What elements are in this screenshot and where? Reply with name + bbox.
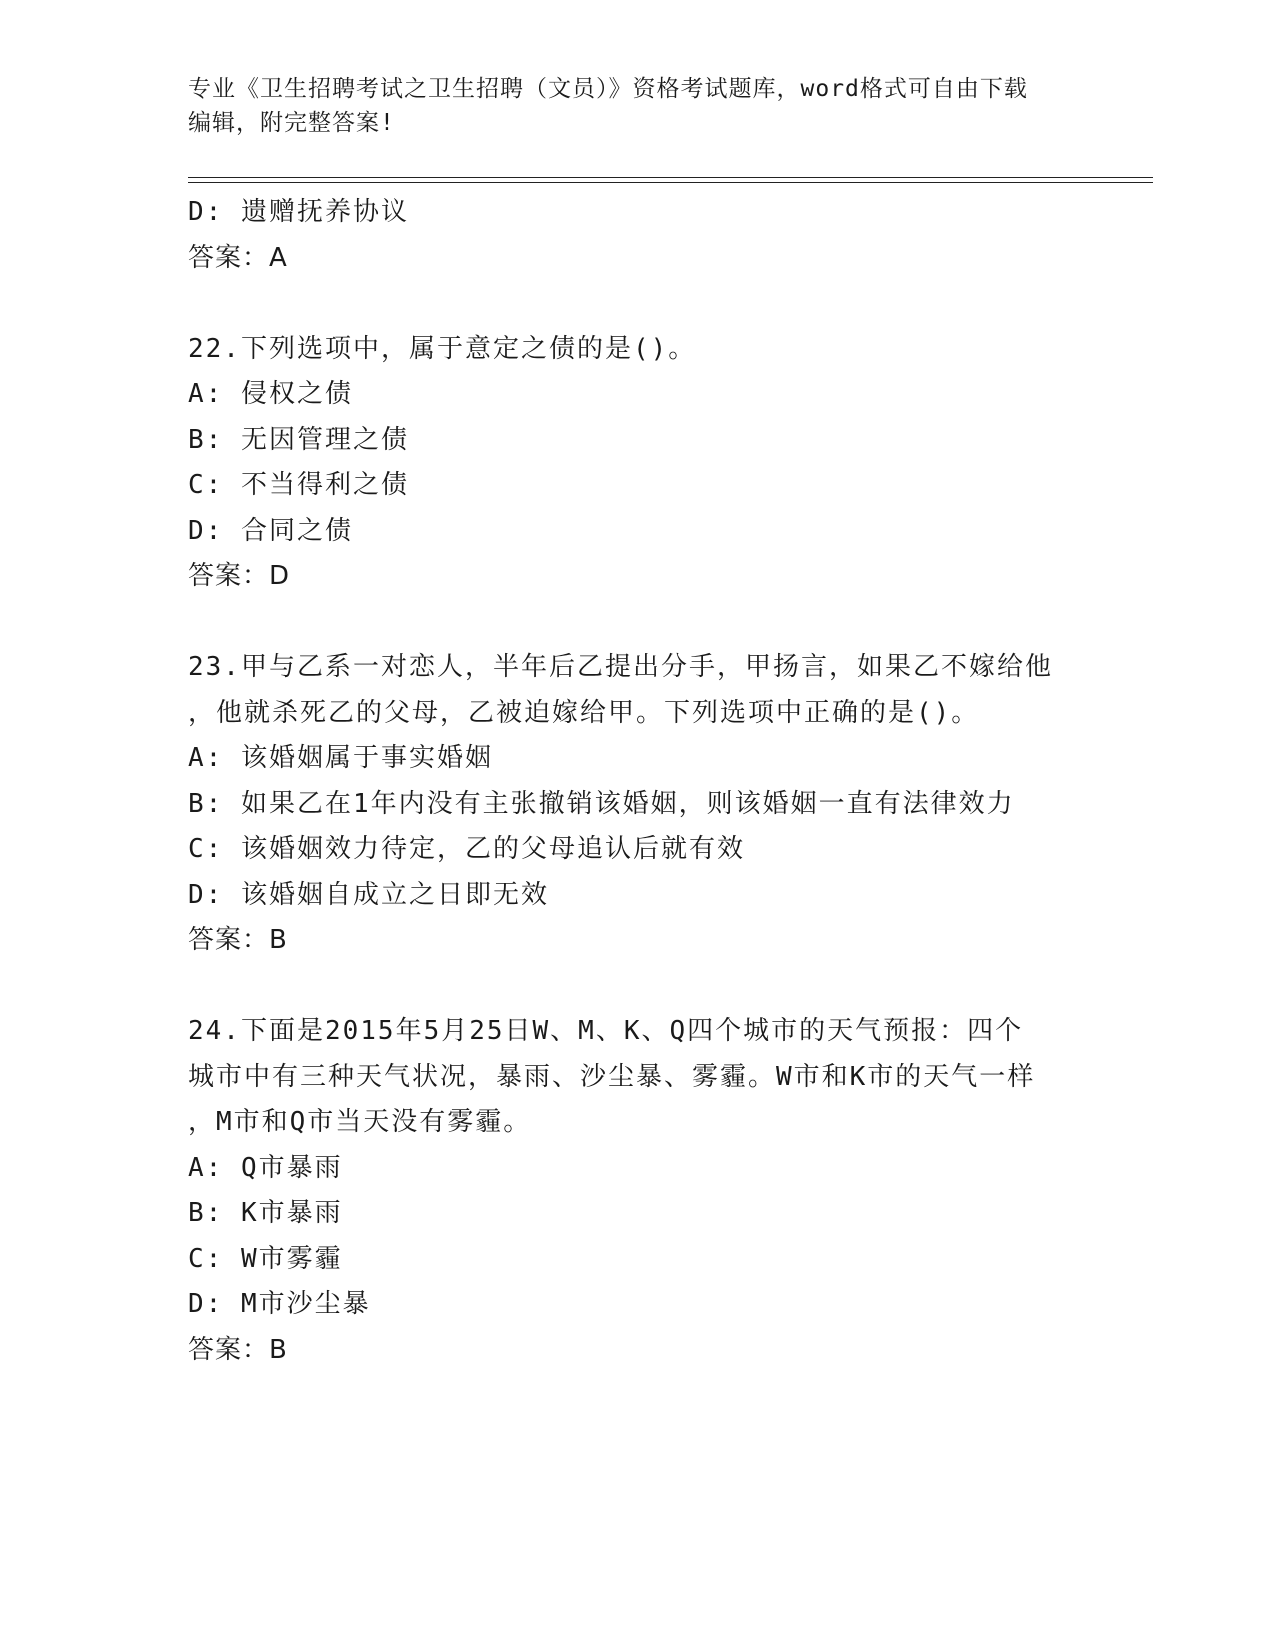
document-header — [188, 72, 1088, 140]
option-d: D: 该婚姻自成立之日即无效 — [188, 879, 549, 910]
question-block-previous — [188, 190, 1138, 281]
option-c: C: 不当得利之债 — [188, 470, 409, 500]
question-list — [188, 190, 1138, 1373]
option-d: D: M市沙尘暴 — [188, 1289, 371, 1319]
header-line-1: 专业《卫生招聘考试之卫生招聘（文员）》资格考试题库，word格式可自由下载 — [188, 76, 1028, 102]
question-stem-line-2: ，他就杀死乙的父母，乙被迫嫁给甲。下列选项中正确的是()。 — [188, 697, 980, 728]
spacer — [188, 600, 1138, 646]
option-d: D: 遗赠抚养协议 — [188, 197, 409, 227]
option-d: D: 合同之债 — [188, 515, 353, 546]
option-c: C: 该婚姻效力待定，乙的父母追认后就有效 — [188, 834, 745, 864]
option-a: A: Q市暴雨 — [188, 1152, 343, 1183]
spacer — [188, 281, 1138, 327]
question-stem: 22.下列选项中，属于意定之债的是()。 — [188, 333, 697, 364]
question-block-22 — [188, 327, 1138, 600]
question-block-24 — [188, 1009, 1138, 1373]
question-block-23 — [188, 645, 1138, 964]
option-b: B: 如果乙在1年内没有主张撤销该婚姻，则该婚姻一直有法律效力 — [188, 788, 1015, 819]
header-divider-top — [188, 177, 1153, 178]
question-stem-line-3: ，M市和Q市当天没有雾霾。 — [188, 1107, 532, 1137]
question-stem-line-1: 23.甲与乙系一对恋人，半年后乙提出分手，甲扬言，如果乙不嫁给他 — [188, 652, 1053, 682]
answer-line: 答案：D — [188, 561, 291, 591]
question-stem-line-2: 城市中有三种天气状况，暴雨、沙尘暴、雾霾。W市和K市的天气一样 — [188, 1061, 1036, 1092]
spacer — [188, 964, 1138, 1010]
option-a: A: 该婚姻属于事实婚姻 — [188, 743, 493, 773]
option-b: B: K市暴雨 — [188, 1198, 343, 1228]
question-stem-line-1: 24.下面是2015年5月25日W、M、K、Q四个城市的天气预报：四个 — [188, 1016, 1024, 1046]
option-a: A: 侵权之债 — [188, 379, 353, 409]
answer-line: 答案：B — [188, 1334, 288, 1365]
option-b: B: 无因管理之债 — [188, 424, 409, 455]
header-divider-bottom — [188, 182, 1153, 183]
answer-line: 答案：A — [188, 242, 288, 273]
answer-line: 答案：B — [188, 925, 288, 955]
option-c: C: W市雾霾 — [188, 1243, 343, 1274]
header-line-2: 编辑，附完整答案! — [188, 110, 395, 136]
